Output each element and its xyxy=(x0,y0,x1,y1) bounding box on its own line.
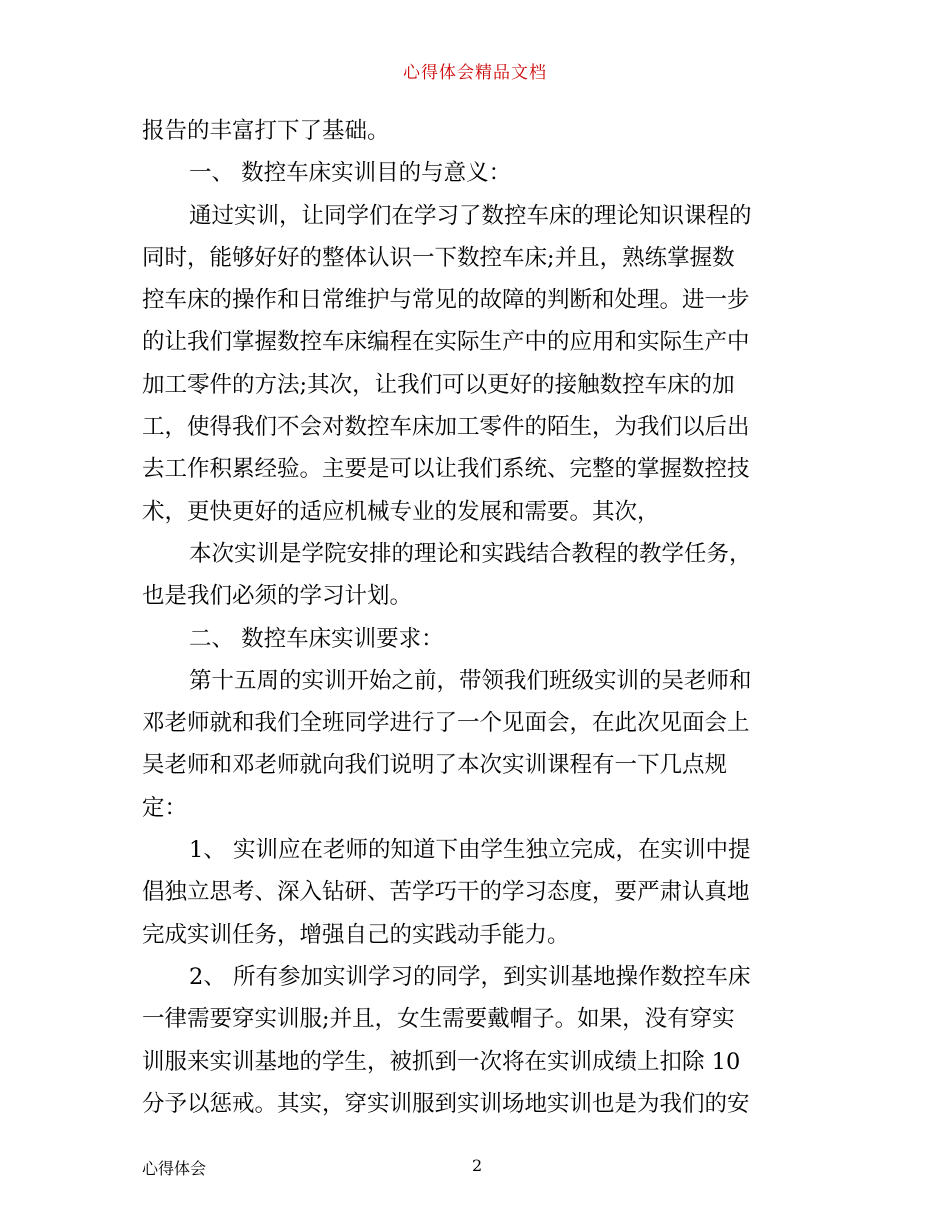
document-body xyxy=(142,110,812,1125)
paragraph-line: 术，更快更好的适应机械专业的发展和需要。其次， xyxy=(142,498,660,525)
paragraph-line: 定： xyxy=(142,794,188,821)
paragraph-line: 邓老师就和我们全班同学进行了一个见面会，在此次见面会上 xyxy=(142,710,750,737)
list-item-line: 一律需要穿实训服;并且，女生需要戴帽子。如果，没有穿实 xyxy=(142,1006,735,1033)
paragraph-line: 同时，能够好好的整体认识一下数控车床;并且，熟练掌握数 xyxy=(142,244,735,271)
list-item-line: 完成实训任务，增强自己的实践动手能力。 xyxy=(142,921,570,948)
paragraph-line: 加工零件的方法;其次，让我们可以更好的接触数控车床的加 xyxy=(142,371,735,398)
paragraph-line: 报告的丰富打下了基础。 xyxy=(142,118,390,144)
page-footer-label: 心得体会 xyxy=(142,1159,207,1178)
list-item-line: 2、 所有参加实训学习的同学，到实训基地操作数控车床 xyxy=(189,963,751,990)
list-item-line: 1、 实训应在老师的知道下由学生独立完成，在实训中提 xyxy=(189,837,751,864)
paragraph-line: 工，使得我们不会对数控车床加工零件的陌生，为我们以后出 xyxy=(142,414,750,441)
page-header-title: 心得体会精品文档 xyxy=(403,63,547,83)
paragraph-line: 本次实训是学院安排的理论和实践结合教程的教学任务， xyxy=(189,540,752,567)
paragraph-line: 吴老师和邓老师就向我们说明了本次实训课程有一下几点规 xyxy=(142,752,728,779)
list-item-line: 倡独立思考、深入钻研、苦学巧干的学习态度，要严肃认真地 xyxy=(142,879,750,906)
paragraph-line: 第十五周的实训开始之前，带领我们班级实训的吴老师和 xyxy=(189,667,752,694)
paragraph-line: 控车床的操作和日常维护与常见的故障的判断和处理。进一步 xyxy=(142,287,750,314)
paragraph-line: 的让我们掌握数控车床编程在实际生产中的应用和实际生产中 xyxy=(142,329,750,356)
section-heading: 二、 数控车床实训要求： xyxy=(189,625,444,652)
list-item-line: 训服来实训基地的学生，被抓到一次将在实训成绩上扣除 10 xyxy=(142,1048,741,1075)
paragraph-line: 通过实训，让同学们在学习了数控车床的理论知识课程的 xyxy=(189,202,752,229)
paragraph-line: 也是我们必须的学习计划。 xyxy=(142,583,413,610)
section-heading: 一、 数控车床实训目的与意义： xyxy=(189,160,512,187)
paragraph-line: 去工作积累经验。主要是可以让我们系统、完整的掌握数控技 xyxy=(142,456,750,483)
page-number: 2 xyxy=(472,1156,483,1175)
list-item-line: 分予以惩戒。其实，穿实训服到实训场地实训也是为我们的安 xyxy=(142,1090,750,1117)
